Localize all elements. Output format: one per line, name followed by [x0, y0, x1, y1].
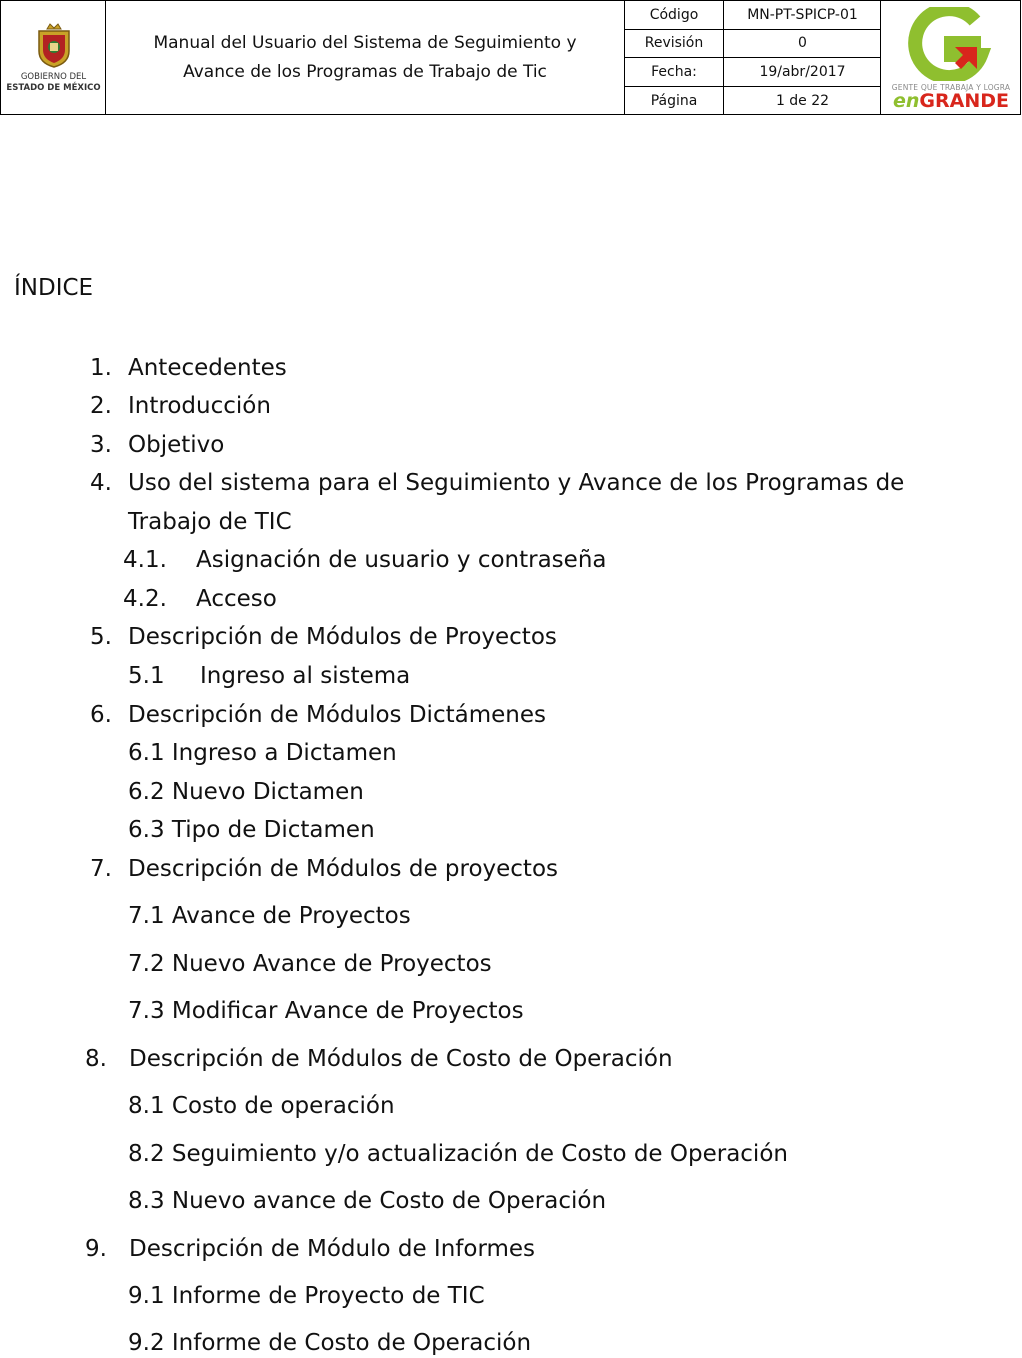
- toc-text: 8.2 Seguimiento y/o actualización de Costo de Operación: [128, 1141, 788, 1167]
- state-emblem-icon: [33, 23, 75, 69]
- meta-row-date: [625, 58, 881, 87]
- brand-wordmark: [881, 90, 1021, 112]
- toc-text: 9.1 Informe de Proyecto de TIC: [128, 1283, 485, 1309]
- toc-number: 6.: [90, 702, 112, 728]
- government-label-line2: ESTADO DE MÉXICO: [6, 83, 101, 93]
- toc-text: Descripción de Módulo de Informes: [129, 1236, 536, 1262]
- meta-value: 1 de 22: [775, 92, 830, 109]
- toc-text: 7.3 Modificar Avance de Proyectos: [128, 998, 524, 1024]
- toc-text: 7.1 Avance de Proyectos: [128, 903, 411, 929]
- toc-text: Descripción de Módulos de Proyectos: [128, 624, 557, 650]
- toc-text: Trabajo de TIC: [128, 509, 292, 535]
- document-title-line1: Manual del Usuario del Sistema de Seguimiento y: [153, 32, 577, 53]
- toc-number: 4.2.: [123, 586, 167, 612]
- toc-number: 9.: [85, 1236, 107, 1262]
- meta-value: 0: [798, 35, 807, 52]
- brand-wordmark-en: en: [892, 90, 920, 112]
- toc-text: Acceso: [196, 586, 277, 612]
- document-meta-table: [625, 1, 881, 114]
- meta-row-revision: [625, 30, 881, 59]
- toc-number: 8.: [85, 1046, 107, 1072]
- toc-text: Uso del sistema para el Seguimiento y Avance de los Programas de: [128, 470, 905, 496]
- toc-text: 9.2 Informe de Costo de Operación: [128, 1330, 532, 1356]
- toc-number: 4.1.: [123, 547, 167, 573]
- toc-number: 1.: [90, 355, 112, 381]
- toc-text: 6.1 Ingreso a Dictamen: [128, 740, 397, 766]
- toc-text: Introducción: [128, 393, 271, 419]
- brand-tagline: GENTE QUE TRABAJA Y LOGRA: [891, 83, 1011, 92]
- document-title-line2: Avance de los Programas de Trabajo de Tic: [183, 61, 547, 82]
- toc-text: 6.3 Tipo de Dictamen: [128, 817, 375, 843]
- document-title: [106, 1, 625, 114]
- meta-label: Revisión: [625, 30, 724, 58]
- toc-text: 6.2 Nuevo Dictamen: [128, 779, 364, 805]
- brand-logo-cell: [881, 1, 1021, 114]
- toc-text: Descripción de Módulos de Costo de Operación: [129, 1046, 673, 1072]
- index-title: ÍNDICE: [14, 275, 94, 301]
- meta-row-code: [625, 1, 881, 30]
- toc-number: 3.: [90, 432, 112, 458]
- toc-text: Antecedentes: [128, 355, 287, 381]
- brand-wordmark-grande: GRANDE: [919, 90, 1009, 112]
- document-header: [0, 0, 1021, 115]
- brand-g-icon: [903, 7, 999, 81]
- meta-row-page: [625, 87, 881, 116]
- meta-label: Fecha:: [625, 58, 724, 86]
- toc-text: Asignación de usuario y contraseña: [196, 547, 607, 573]
- toc-number: 4.: [90, 470, 112, 496]
- government-label-line1: GOBIERNO DEL: [20, 72, 87, 82]
- toc-text: Ingreso al sistema: [200, 663, 411, 689]
- toc-number: 5.1: [128, 663, 165, 689]
- toc-text: 7.2 Nuevo Avance de Proyectos: [128, 951, 492, 977]
- toc-text: Descripción de Módulos Dictámenes: [128, 702, 546, 728]
- toc-text: Objetivo: [128, 432, 225, 458]
- toc-text: 8.1 Costo de operación: [128, 1093, 395, 1119]
- toc-number: 2.: [90, 393, 112, 419]
- meta-value: MN-PT-SPICP-01: [747, 6, 858, 23]
- toc-text: 8.3 Nuevo avance de Costo de Operación: [128, 1188, 607, 1214]
- toc-number: 7.: [90, 856, 112, 882]
- meta-label: Código: [625, 1, 724, 29]
- meta-label: Página: [625, 87, 724, 116]
- toc-text: Descripción de Módulos de proyectos: [128, 856, 559, 882]
- government-logo-cell: [1, 1, 106, 114]
- meta-value: 19/abr/2017: [759, 63, 846, 80]
- toc-number: 5.: [90, 624, 112, 650]
